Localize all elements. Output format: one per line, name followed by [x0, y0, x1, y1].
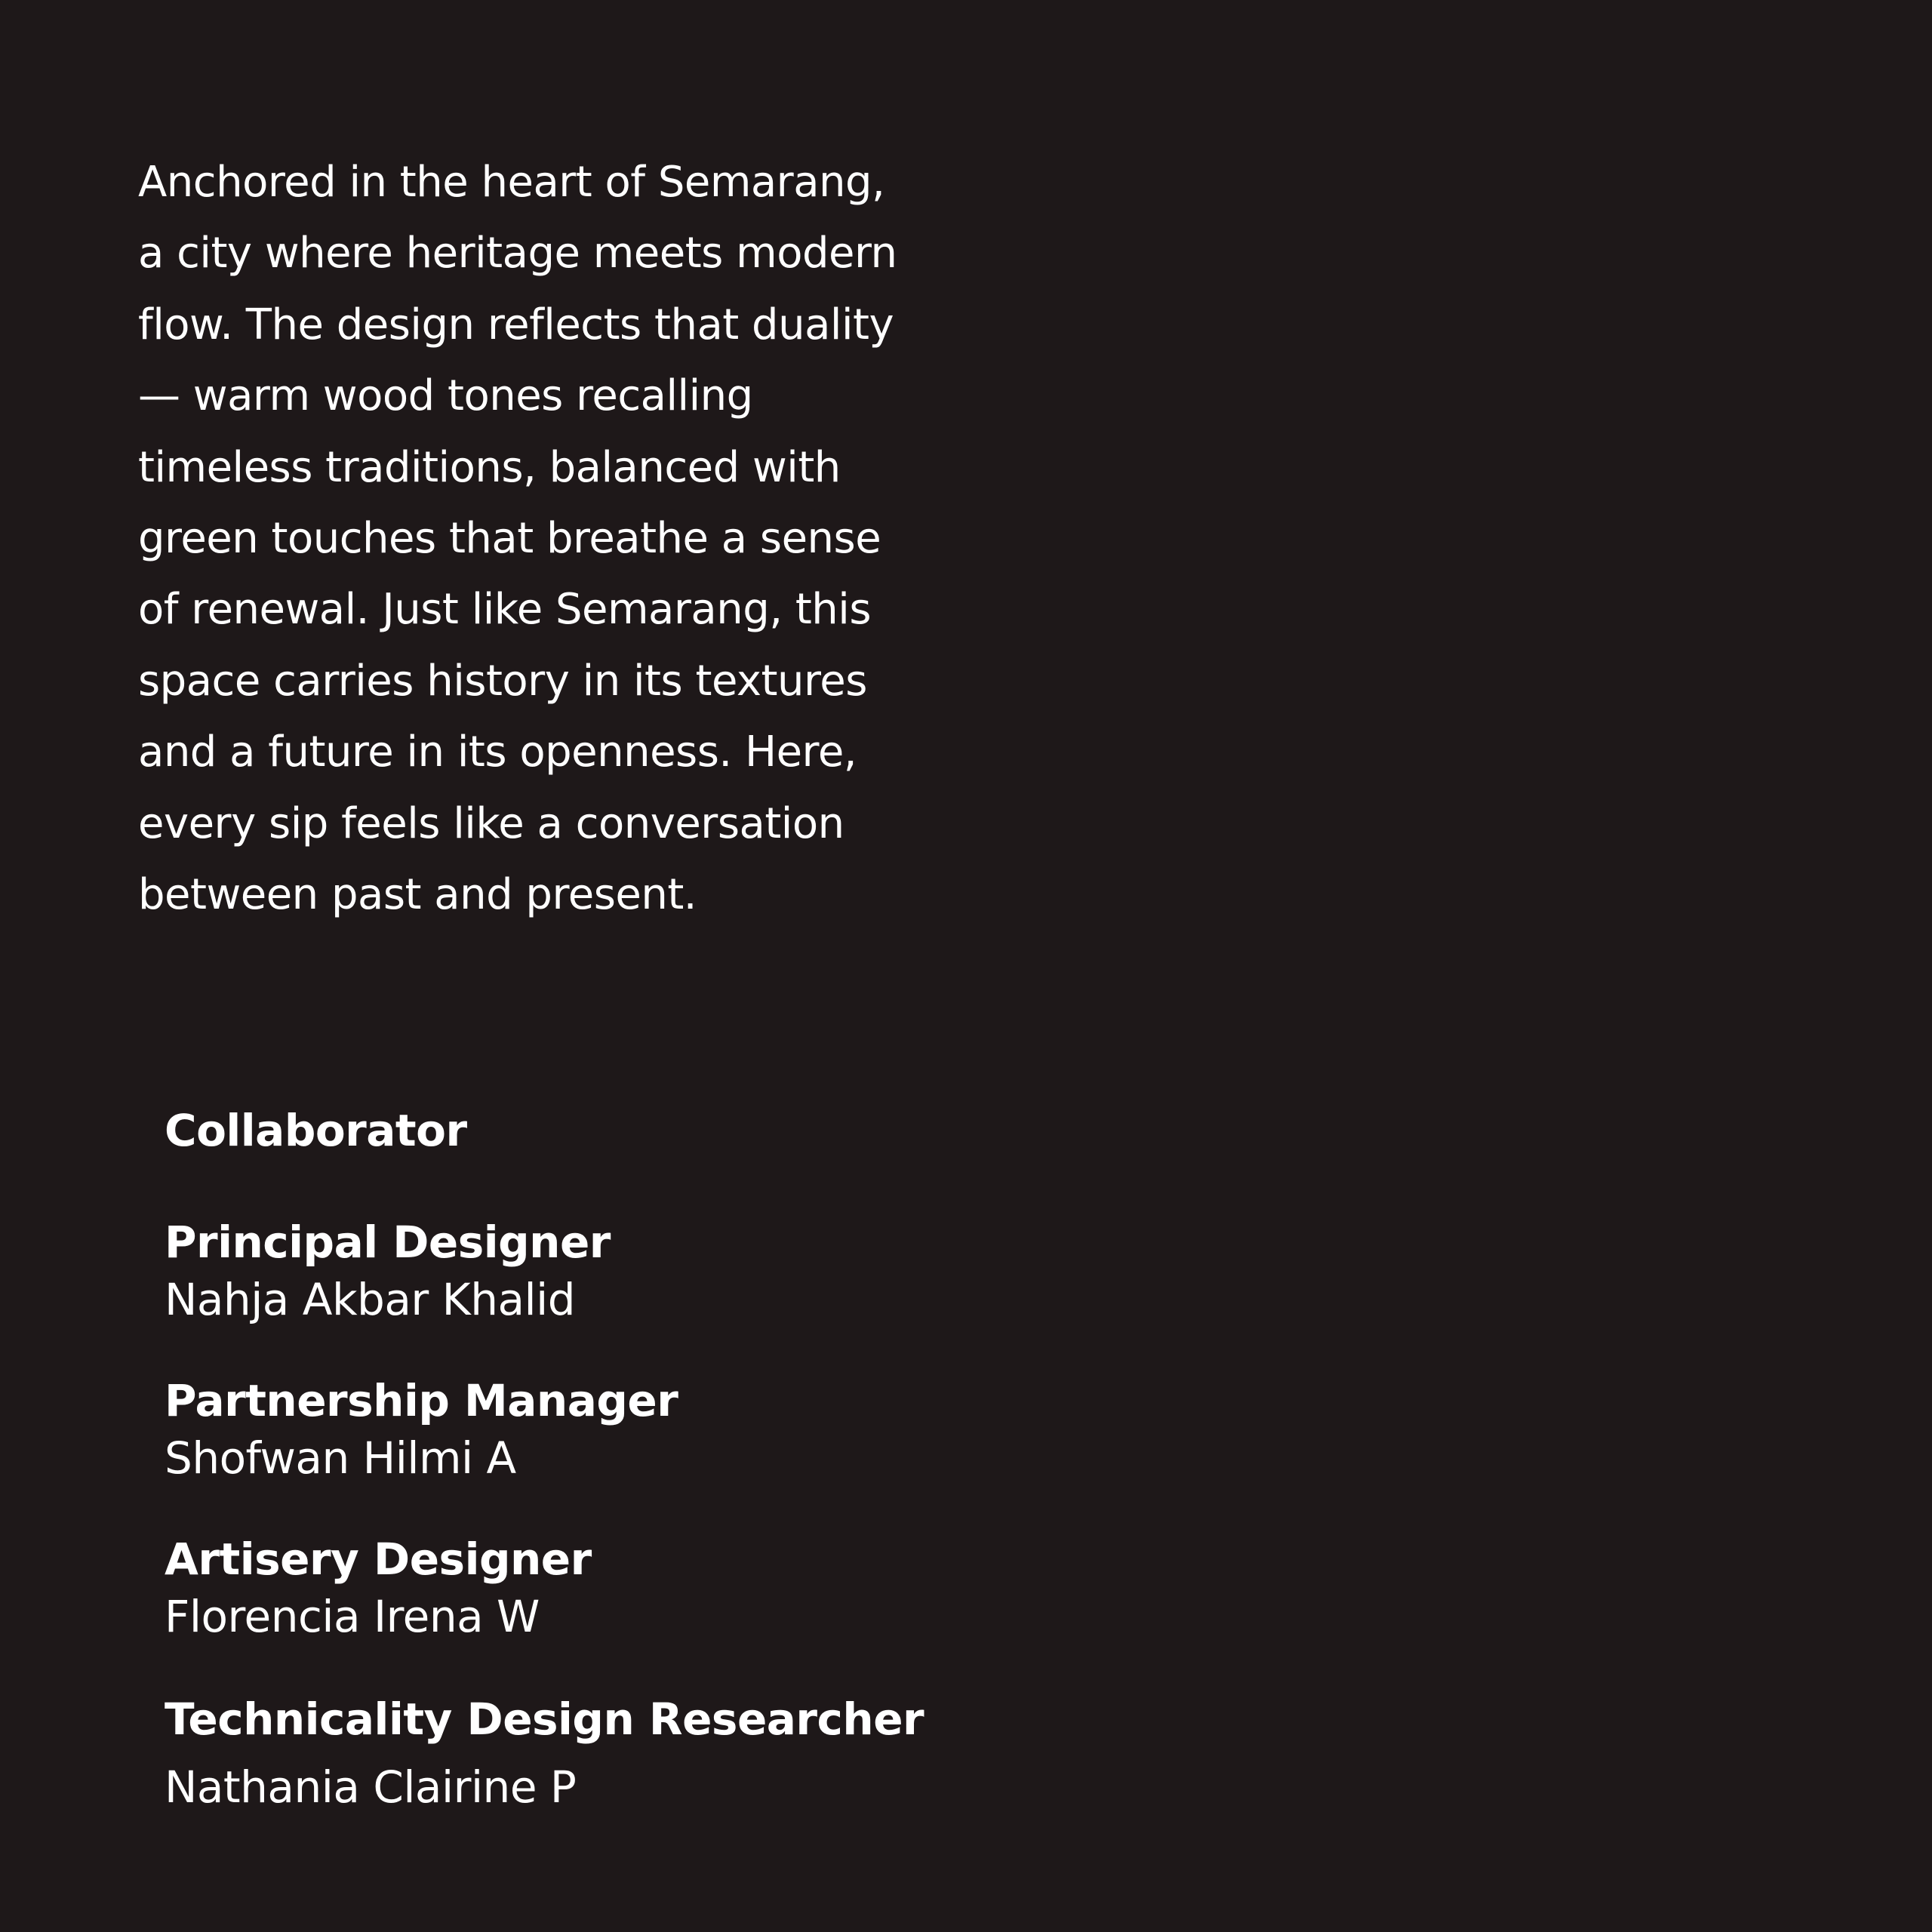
intro-line: space carries history in its textures	[138, 656, 867, 706]
intro-line: a city where heritage meets modern	[138, 229, 897, 278]
credit-name: Shofwan Hilmi A	[165, 1432, 516, 1484]
intro-line: timeless traditions, balanced with	[138, 442, 841, 492]
credit-artisery-designer	[165, 1531, 592, 1645]
intro-line: — warm wood tones recalling	[138, 371, 753, 421]
credit-name: Florencia Irena W	[165, 1591, 540, 1642]
credit-role: Artisery Designer	[165, 1534, 592, 1585]
credits-heading: Collaborator	[165, 1105, 467, 1156]
credits-section	[165, 1102, 1070, 1813]
credit-partnership-manager	[165, 1372, 678, 1487]
credit-name: Nathania Clairine P	[165, 1761, 577, 1813]
intro-line: every sip feels like a conversation	[138, 798, 844, 848]
intro-line: Anchored in the heart of Semarang,	[138, 158, 885, 207]
intro-line: between past and present.	[138, 869, 697, 919]
credit-role: Technicality Design Researcher	[165, 1694, 924, 1745]
intro-paragraph	[138, 147, 953, 931]
credit-role: Principal Designer	[165, 1217, 611, 1268]
intro-line: flow. The design reflects that duality	[138, 300, 894, 349]
credit-name: Nahja Akbar Khalid	[165, 1274, 576, 1325]
credit-technicality-design-researcher	[165, 1690, 924, 1816]
intro-line: green touches that breathe a sense	[138, 513, 881, 563]
credit-principal-designer	[165, 1214, 611, 1328]
credit-role: Partnership Manager	[165, 1375, 678, 1426]
intro-line: and a future in its openness. Here,	[138, 728, 857, 777]
intro-line: of renewal. Just like Semarang, this	[138, 585, 872, 635]
